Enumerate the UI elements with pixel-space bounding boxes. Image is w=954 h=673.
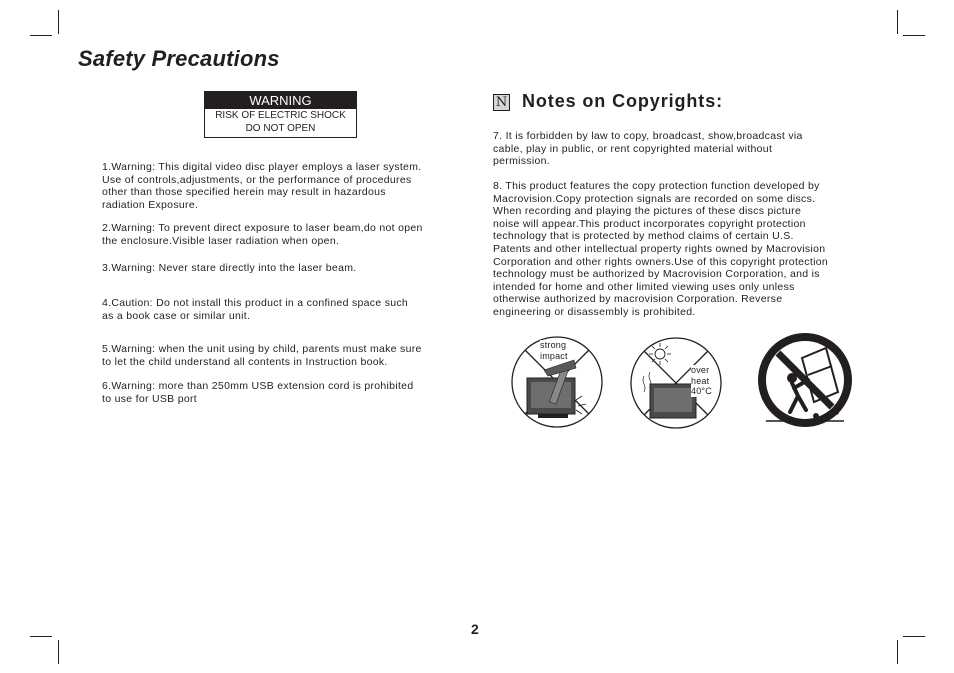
copyright-title: Notes on Copyrights: <box>522 91 723 111</box>
crop-mark <box>30 35 52 36</box>
no-cart-tip-sign <box>756 330 854 430</box>
copyright-note-8: 8. This product features the copy protection function developed by Macrovision.Copy protection signals are recorded on some discs. When recording and playing the pictures of these discs picture noise will appear.This product incorporates copyright protection technology that is protected by method claims of certain U.S. Patents and other intellectual property rights owned by Macrovision Corporation and other rights owners.Use of this copyright protection technology must be authorized by Macrovision Corporation, and is intended for home and other limited viewing uses only unless otherwise authorized by macrovision Corporation. Reverse engineering or disassembly is prohibited. <box>493 180 828 318</box>
warning-line-1: RISK OF ELECTRIC SHOCK <box>215 110 346 121</box>
crop-mark <box>58 640 59 664</box>
copyright-note-7: 7. It is forbidden by law to copy, broadcast, show,broadcast via cable, play in public, or rent copyrighted material without permission. <box>493 130 803 168</box>
warning-paragraph-5: 5.Warning: when the unit using by child, parents must make sure to let the child understand all contents in Instruction book. <box>102 343 422 368</box>
cart-tip-icon <box>756 330 854 430</box>
warning-paragraph-3: 3.Warning: Never stare directly into the laser beam. <box>102 262 357 274</box>
warning-paragraph-4: 4.Caution: Do not install this product in a confined space such as a book case or similar unit. <box>102 297 409 322</box>
electric-shock-warning-box <box>204 91 357 138</box>
warning-line-2: DO NOT OPEN <box>245 123 316 134</box>
crop-mark <box>897 10 898 34</box>
warning-paragraph-2: 2.Warning: To prevent direct exposure to laser beam,do not open the enclosure.Visible laser radiation when open. <box>102 222 423 247</box>
strong-impact-label: strong impact <box>540 340 568 361</box>
prohibition-signs <box>510 330 860 430</box>
page-title: Safety Precautions <box>78 46 280 71</box>
page-number: 2 <box>471 621 479 637</box>
warning-paragraph-1: 1.Warning: This digital video disc player employs a laser system. Use of controls,adjustments, or the performance of procedures other than those specified herein may result in hazardous radiation Exposure. <box>102 161 422 211</box>
crop-mark <box>903 636 925 637</box>
crop-mark <box>30 636 52 637</box>
crop-mark <box>897 640 898 664</box>
warning-paragraph-6: 6.Warning: more than 250mm USB extension cord is prohibited to use for USB port <box>102 380 414 405</box>
warning-heading: WARNING <box>205 92 356 109</box>
crop-mark <box>58 10 59 34</box>
no-heat-sign <box>628 330 724 430</box>
no-impact-sign <box>510 330 604 430</box>
notes-icon: N <box>493 94 510 111</box>
over-heat-label: over heat 40°C <box>691 365 712 396</box>
crop-mark <box>903 35 925 36</box>
